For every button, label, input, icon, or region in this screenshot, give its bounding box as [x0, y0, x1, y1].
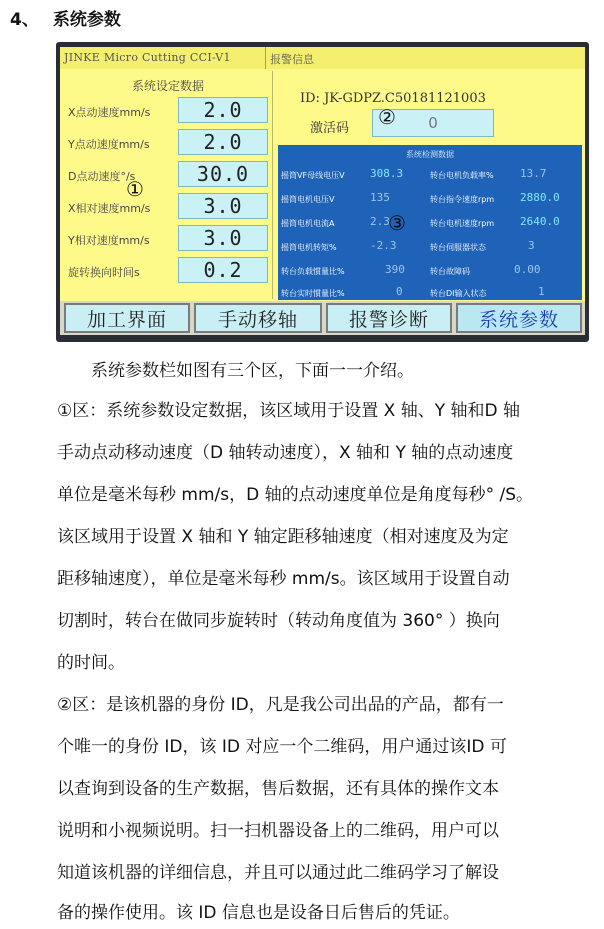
body-text-line: 的时间。	[57, 653, 125, 673]
body-text-line: 说明和小视频说明。扫一扫机器设备上的二维码，用户可以	[57, 821, 499, 841]
hmi-panel	[60, 47, 585, 335]
titlebar-divider	[265, 47, 266, 69]
monitor-value: 2.3	[370, 215, 390, 228]
monitor-label: 转台DI输入状态	[430, 289, 487, 298]
reverse-time-label: 旋转换向时间s	[68, 266, 140, 279]
monitor-value: 390	[385, 263, 405, 276]
activation-code-field[interactable]: 0	[372, 109, 494, 137]
monitor-value: 13.7	[520, 167, 547, 180]
monitor-label: 摇筒电机转矩%	[281, 243, 337, 252]
monitor-label: 转台电机负载率%	[430, 171, 494, 180]
panel-divider	[272, 71, 273, 299]
monitor-label: 转台指令速度rpm	[430, 195, 495, 204]
body-text-line: 切割时，转台在做同步旋转时（转动角度值为 360° ）换向	[57, 611, 500, 631]
body-text-line: 个唯一的身份 ID，该 ID 对应一个二维码，用户通过该ID 可	[57, 737, 507, 757]
nav-system-params[interactable]: 系统参数	[456, 303, 582, 333]
section-title: 系统参数	[52, 10, 121, 30]
d-jog-speed-label: D点动速度°/s	[68, 170, 136, 183]
y-relative-speed-label: Y相对速度mm/s	[68, 234, 150, 247]
body-text-line: 单位是毫米每秒 mm/s，D 轴的点动速度单位是角度每秒° /S。	[57, 485, 534, 505]
monitor-label: 转台故障码	[430, 267, 470, 276]
y-jog-speed-label: Y点动速度mm/s	[68, 138, 150, 151]
section-heading	[10, 5, 121, 30]
monitor-label: 转台电机速度rpm	[430, 219, 495, 228]
zone-marker-3: ③	[388, 211, 406, 235]
x-relative-speed-label: X相对速度mm/s	[68, 202, 151, 215]
monitor-value: 0.00	[514, 263, 541, 276]
body-text-line: 知道该机器的详细信息，并且可以通过此二维码学习了解设	[57, 863, 499, 883]
monitor-value: 3	[528, 239, 535, 252]
bottom-nav	[60, 301, 585, 335]
body-text-line: 距移轴速度），单位是毫米每秒 mm/s。该区域用于设置自动	[57, 569, 510, 589]
body-text-line: 手动点动移动速度（D 轴转动速度），X 轴和 Y 轴的点动速度	[57, 443, 514, 463]
alarm-info-tab[interactable]: 报警信息	[270, 53, 314, 66]
app-title: JINKE Micro Cutting CCI-V1	[64, 51, 231, 64]
monitor-value: 2640.0	[520, 215, 560, 228]
monitor-label: 转台伺服器状态	[430, 243, 486, 252]
device-id: ID: JK-GDPZ.C50181121003	[300, 91, 486, 106]
system-monitor-panel	[278, 145, 582, 300]
zone-marker-1: ①	[126, 177, 144, 201]
x-relative-speed-field[interactable]: 3.0	[178, 193, 268, 219]
d-jog-speed-field[interactable]: 30.0	[178, 161, 268, 187]
nav-processing-screen[interactable]: 加工界面	[64, 303, 190, 333]
body-text-line: 系统参数栏如图有三个区，下面一一介绍。	[57, 361, 414, 381]
section-number: 4、	[10, 10, 39, 30]
nav-alarm-diagnosis[interactable]: 报警诊断	[326, 303, 452, 333]
settings-title: 系统设定数据	[132, 79, 205, 93]
body-text-line: 以查询到设备的生产数据，售后数据，还有具体的操作文本	[57, 779, 499, 799]
body-text-line: 该区域用于设置 X 轴和 Y 轴定距移轴速度（相对速度及为定	[57, 527, 509, 547]
monitor-label: 转台负载惯量比%	[281, 267, 345, 276]
monitor-value: 1	[538, 285, 545, 298]
monitor-label: 摇筒电机电流A	[281, 219, 335, 228]
body-text-line: ②区：是该机器的身份 ID，凡是我公司出品的产品，都有一	[57, 695, 504, 715]
y-jog-speed-field[interactable]: 2.0	[178, 129, 268, 155]
body-text-line: ①区：系统参数设定数据，该区域用于设置 X 轴、Y 轴和D 轴	[57, 401, 520, 421]
body-text-line: 备的操作使用。该 ID 信息也是设备日后售后的凭证。	[57, 903, 460, 923]
monitor-value: 2880.0	[520, 191, 560, 204]
monitor-value: 0	[396, 285, 403, 298]
monitor-label: 转台实时惯量比%	[281, 289, 345, 298]
x-jog-speed-field[interactable]: 2.0	[178, 97, 268, 123]
monitor-label: 摇筒电机电压V	[281, 195, 335, 204]
device-screen-photo	[56, 42, 589, 342]
monitor-value: 308.3	[370, 167, 404, 180]
y-relative-speed-field[interactable]: 3.0	[178, 225, 268, 251]
activation-code-label: 激活码	[310, 121, 350, 136]
monitor-title: 系统检测数据	[406, 150, 454, 159]
nav-manual-axis[interactable]: 手动移轴	[194, 303, 322, 333]
monitor-value: 135	[370, 191, 390, 204]
zone-marker-2: ②	[378, 105, 396, 129]
monitor-value: -2.3	[370, 239, 397, 252]
x-jog-speed-label: X点动速度mm/s	[68, 106, 151, 119]
hmi-titlebar	[60, 47, 585, 69]
reverse-time-field[interactable]: 0.2	[178, 257, 268, 283]
monitor-label: 摇筒VF母线电压V	[281, 171, 345, 180]
